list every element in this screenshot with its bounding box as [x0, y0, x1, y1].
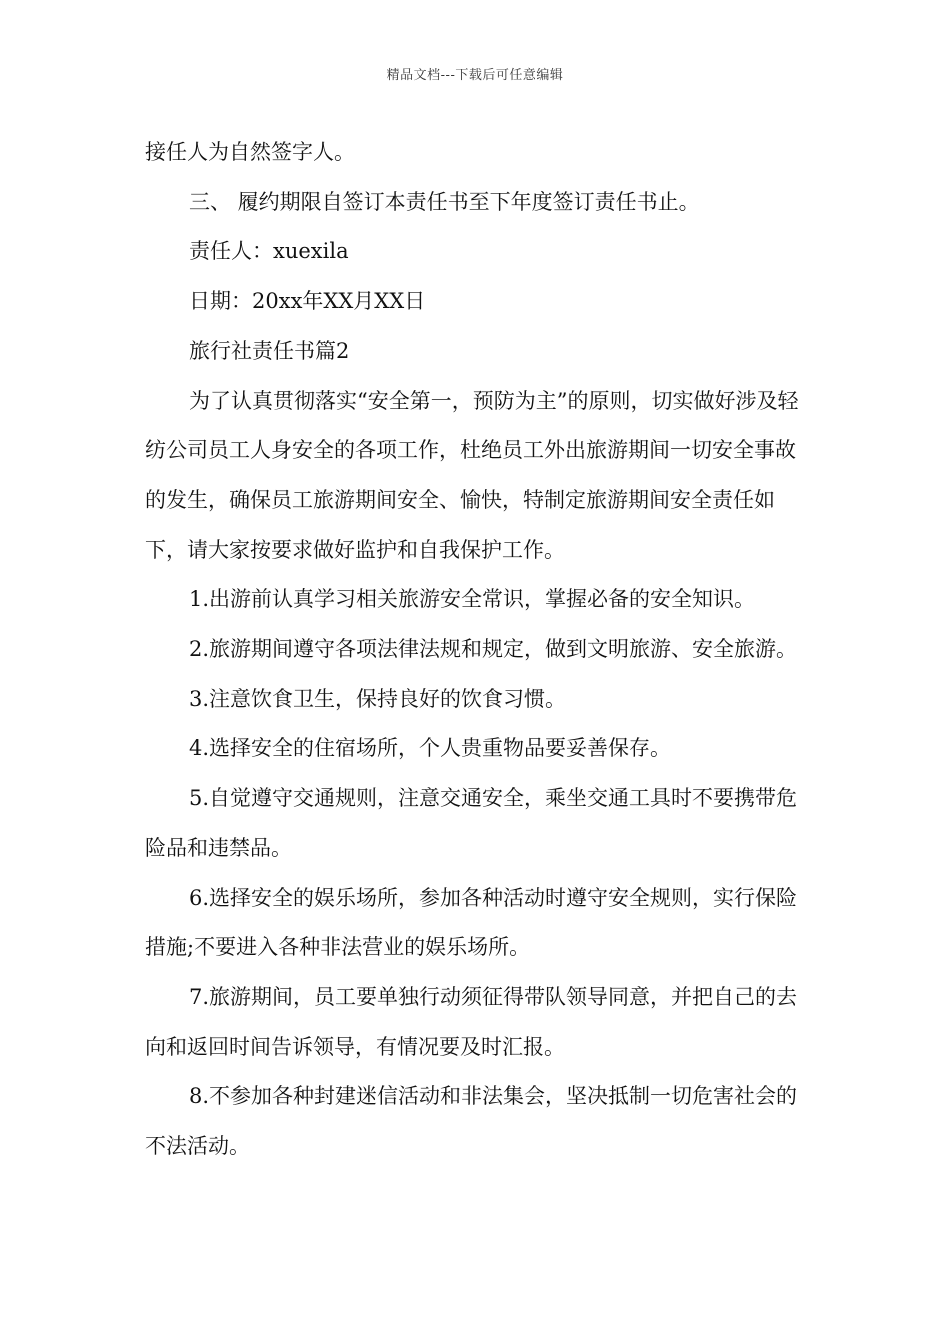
paragraph-intro: 为了认真贯彻落实“安全第一，预防为主”的原则，切实做好涉及轻纺公司员工人身安全的各项工作，杜绝员工外出旅游期间一切安全事故的发生，确保员工旅游期间安全、愉快，特制定旅游期间安全责任如下，请大家按要求做好监护和自我保护工作。 — [145, 388, 799, 562]
list-item-4: 4.选择安全的住宿场所，个人贵重物品要妥善保存。 — [189, 736, 672, 761]
paragraph-continuation: 接任人为自然签字人。 — [145, 140, 355, 164]
document-body — [145, 128, 810, 1172]
list-item-8: 8.不参加各种封建迷信活动和非法集会，坚决抵制一切危害社会的不法活动。 — [145, 1084, 798, 1159]
list-item-5: 5.自觉遵守交通规则，注意交通安全，乘坐交通工具时不要携带危险品和违禁品。 — [145, 786, 798, 860]
list-item-1: 1.出游前认真学习相关旅游安全常识，掌握必备的安全知识。 — [189, 587, 756, 612]
list-item-7: 7.旅游期间，员工要单独行动须征得带队领导同意，并把自己的去向和返回时间告诉领导，有情况要及时汇报。 — [145, 984, 798, 1059]
list-item-6: 6.选择安全的娱乐场所，参加各种活动时遵守安全规则，实行保险措施;不要进入各种非法营业的娱乐场所。 — [145, 885, 798, 960]
paragraph-date: 日期：20xx年XX月XX日 — [189, 289, 426, 314]
section-title: 旅行社责任书篇2 — [189, 338, 350, 363]
paragraph-term-clause: 三、 履约期限自签订本责任书至下年度签订责任书止。 — [189, 189, 700, 214]
list-item-3: 3.注意饮食卫生，保持良好的饮食习惯。 — [189, 686, 567, 711]
paragraph-responsible-person: 责任人：xuexila — [189, 239, 349, 264]
page-header: 精品文档---下载后可任意编辑 — [386, 68, 564, 83]
list-item-2: 2.旅游期间遵守各项法律法规和规定，做到文明旅游、安全旅游。 — [189, 637, 798, 662]
